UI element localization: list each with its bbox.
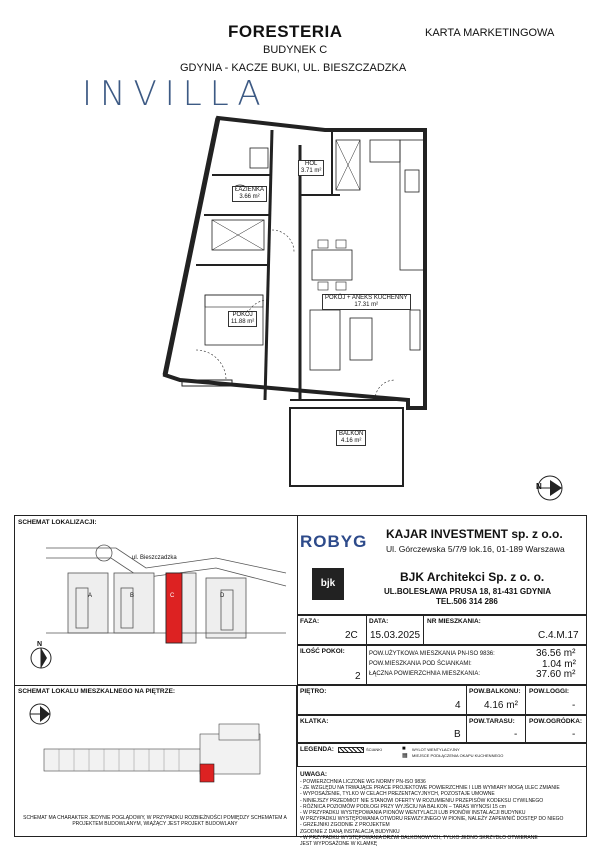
building-d-label: D <box>220 593 225 599</box>
location-map <box>16 528 296 688</box>
balcony-value: 4.16 m² <box>484 700 518 711</box>
note-line: - ZE WZGLĘDU NA TRWAJĄCE PRACE PROJEKTOWE POWIERZCHNIE I LUB WYMIARY MOGĄ ULEC ZMIANIE <box>300 785 560 792</box>
rooms-value: 2 <box>355 671 361 682</box>
notes-list <box>300 779 584 847</box>
date-label: DATA: <box>369 618 389 625</box>
under-walls-label: POW.MIESZKANIA POD ŚCIANKAMI: <box>369 661 472 667</box>
room-hol <box>298 160 324 176</box>
note-line: W PRZYPADKU WYSTĘPOWANIA OTWORU REWIZYJNEGO W PIONIE, NALEŻY ZAPEWNIĆ DOSTĘP DO NIEGO <box>300 816 564 823</box>
floor-schema-map <box>14 694 297 794</box>
card-label: KARTA MARKETINGOWA <box>425 27 555 39</box>
terrace-label: POW.TARASU: <box>469 718 515 725</box>
architect-phone: TEL.506 314 286 <box>436 597 498 606</box>
compass-location <box>31 648 51 668</box>
compass-floor <box>30 704 50 724</box>
legend-walls-label: ŚCIANKI <box>366 747 383 752</box>
note-line: - WYPOSAŻENIE, TYLKO W CELACH PREZENTACYJNYCH, POZOSTAJE UMOWNE <box>300 791 495 798</box>
room-lazienka <box>232 186 267 202</box>
location-label: SCHEMAT LOKALIZACJI: <box>18 519 97 526</box>
date-value: 15.03.2025 <box>370 630 421 641</box>
robyg-logo: ROBYG <box>300 532 368 551</box>
apt-label: NR MIESZKANIA: <box>427 618 481 625</box>
room-pokoj-name: POKÓJ <box>232 312 253 318</box>
phase-value: 2C <box>345 630 358 641</box>
legend-hood-label: MIEJSCE PODŁĄCZENIA OKAPU KUCHENNEGO <box>412 753 504 758</box>
investor-address: Ul. Górczewska 5/7/9 lok.16, 01-189 Warszawa <box>386 544 565 554</box>
room-balkon-name: BALKON <box>339 431 364 437</box>
room-pokoj <box>228 311 257 327</box>
note-line: - RÓŻNICA POZIOMÓW PODŁOGI PRZY WYJŚCIU NA BALKON – TARAS WYNOSI 15 cm <box>300 803 506 810</box>
bjk-logo-text: bjk <box>320 578 336 589</box>
floor-label: PIĘTRO: <box>300 688 327 695</box>
building-a-label: A <box>88 593 93 599</box>
investor-name: KAJAR INVESTMENT sp. z o.o. <box>386 527 563 541</box>
total-value: 37.60 m² <box>536 669 576 680</box>
staircase-label: KLATKA: <box>300 718 329 725</box>
legend-label: LEGENDA: <box>300 746 334 753</box>
loggia-label: POW.LOGGI: <box>529 688 570 695</box>
phase-label: FAZA: <box>300 618 320 625</box>
note-line: - NINIEJSZY PRZEDMIOT NIE STANOWI OFERTY W ROZUMIENIU PRZEPISÓW KODEKSU CYWILNEGO <box>300 797 544 804</box>
architect-name: BJK Architekci Sp. z o. o. <box>400 570 545 584</box>
room-living-name: POKÓJ + ANEKS KUCHENNY <box>325 295 408 301</box>
note-line: - W PRZYPADKU WYSTĘPOWANIA DRZWI BALKONOWYCH, TYLKO JEDNO SKRZYDŁO OTWIERANE <box>300 834 538 841</box>
usable-value: 36.56 m² <box>536 648 576 659</box>
notes-label: UWAGA: <box>300 771 328 778</box>
building-c-label: C <box>170 593 175 599</box>
note-line: ZGODNIE Z DANĄ INSTALACJĄ BUDYNKU <box>300 828 400 835</box>
room-balkon-area: 4.16 m² <box>341 438 362 444</box>
terrace-value: - <box>514 729 518 740</box>
garden-label: POW.OGRÓDKA: <box>529 718 583 725</box>
usable-label: POW.UŻYTKOWA MIESZKANIA PN-ISO 9836: <box>369 651 495 657</box>
compass-plan-label: N <box>536 482 542 491</box>
legend-vent-icon: ■ <box>402 746 406 752</box>
building-label: BUDYNEK C <box>263 44 328 56</box>
compass-location-label: N <box>37 641 43 648</box>
room-living <box>322 294 411 310</box>
room-balkon <box>336 430 366 446</box>
floor-value: 4 <box>455 700 461 711</box>
room-pokoj-area: 11.88 m² <box>231 319 255 325</box>
note-line: - POWIERZCHNIA LICZONE WG NORMY PN-ISO 9836 <box>300 779 426 785</box>
footer-disclaimer: SCHEMAT MA CHARAKTER JEDYNIE POGLĄDOWY, W PRZYPADKU ROZBIEŻNOŚCI POMIĘDZY SCHEMATEM A PROJEKTEM BUDOWLANYM, WIĄŻĄCY JEST PROJEKT BUDOWLANY <box>23 815 287 828</box>
invilla-logo: INVILLA <box>82 74 269 114</box>
under-walls-value: 1.04 m² <box>542 659 576 670</box>
legend-vent-label: WYLOT WENTYLACYJNY <box>412 747 460 752</box>
loggia-value: - <box>572 700 576 711</box>
room-lazienka-area: 3.66 m² <box>239 194 260 200</box>
note-line: - GRZEJNIKI ZGODNIE Z PROJEKTEM <box>300 822 390 829</box>
legend-hood-icon: ▦ <box>402 753 408 759</box>
rooms-label: ILOŚĆ POKOI: <box>300 648 345 655</box>
street-label: ul. Bieszczadzka <box>132 555 177 561</box>
project-title: FORESTERIA <box>228 22 343 41</box>
balcony-label: POW.BALKONU: <box>469 688 521 695</box>
garden-value: - <box>572 729 576 740</box>
room-lazienka-name: ŁAZIENKA <box>235 187 265 193</box>
staircase-value: B <box>454 729 461 740</box>
legend-walls-swatch <box>338 747 364 753</box>
bjk-logo <box>312 568 344 600</box>
architect-address: UL.BOLESŁAWA PRUSA 18, 81-431 GDYNIA <box>384 587 551 596</box>
apt-value: C.4.M.17 <box>538 630 579 641</box>
room-hol-name: HOL <box>305 161 318 167</box>
address-label: GDYNIA - KACZE BUKI, UL. BIESZCZADZKA <box>180 62 407 74</box>
note-line: JEST WYPOSAŻONE W KLAMKĘ <box>300 841 378 847</box>
note-line: - W PRZYPADKU WYSTĘPOWANIA PIONÓW WENTYLACJI LUB PIONÓW INSTALACJI BUDYNKU <box>300 810 526 817</box>
building-b-label: B <box>130 593 135 599</box>
total-label: ŁĄCZNA POWIERZCHNIA MIESZKANIA: <box>369 671 481 677</box>
room-living-area: 17.31 m² <box>354 302 379 308</box>
room-hol-area: 3.71 m² <box>301 168 322 174</box>
floor-schema-label: SCHEMAT LOKALU MIESZKALNEGO NA PIĘTRZE: <box>18 688 176 695</box>
